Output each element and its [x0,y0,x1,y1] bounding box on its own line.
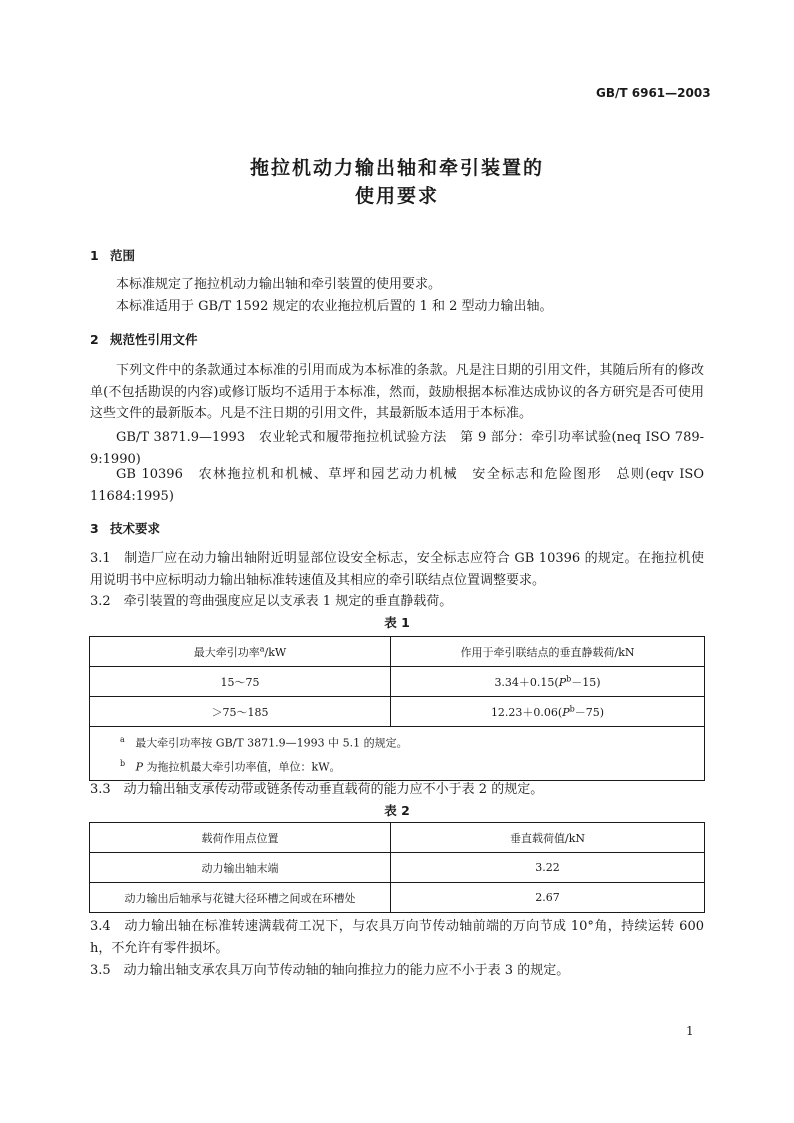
table-header-row [90,637,705,667]
section-title: 范围 [110,248,136,263]
table-cell: 2.67 [391,883,705,913]
section-title: 技术要求 [110,521,161,536]
normative-reference-2: GB 10396 农林拖拉机和机械、草坪和园艺动力机械 安全标志和危险图形 总则(eqv ISO 11684:1995) [90,467,704,504]
table-cell: 动力输出后轴承与花键大径环槽之间或在环槽处 [90,883,391,913]
table-1-caption: 表 1 [384,615,410,630]
table-header-cell: 作用于牵引联结点的垂直静载荷/kN [391,637,705,667]
table-2 [89,822,705,913]
table-cell: 3.22 [391,853,705,883]
scope-paragraph-2: 本标准适用于 GB/T 1592 规定的农业拖拉机后置的 1 和 2 型动力输出轴。 [116,299,553,314]
clause-3-1: 3.1 制造厂应在动力输出轴附近明显部位设安全标志，安全标志应符合 GB 10396 的规定。在拖拉机使用说明书中应标明动力输出轴标准转速值及其相应的牵引联结点位置调整要求。 [90,551,704,588]
scope-paragraph-1: 本标准规定了拖拉机动力输出轴和牵引装置的使用要求。 [116,277,442,292]
table-cell: 动力输出轴末端 [90,853,391,883]
table-cell: $12.23+0.06(P^b-75)$ [391,697,705,727]
table-row [90,883,705,913]
table-row [90,697,705,727]
clause-3-4: 3.4 动力输出轴在标准转速满载荷工况下，与农具万向节传动轴前端的万向节成 10°角，持续运转 600 h，不允许有零件损坏。 [90,919,704,956]
table-note-b: $^b$ P 为拖拉机最大牵引功率值，单位：kW。 [120,758,341,774]
section-number: 2 [90,332,99,347]
table-1 [89,636,705,781]
document-title-line1: 拖拉机动力输出轴和牵引装置的 [249,157,544,179]
table-row [90,853,705,883]
table-note-a: $^a$ 最大牵引功率按 GB/T 3871.9—1993 中 5.1 的规定。 [120,734,408,750]
section-number: 1 [90,248,99,263]
table-cell: ＞75～185 [90,697,391,727]
page-number: 1 [686,1024,694,1038]
section-number: 3 [90,521,99,536]
table-notes-row [90,727,705,781]
table-header-cell: 最大牵引功率$^a$/kW [90,637,391,667]
normative-reference-1: GB/T 3871.9—1993 农业轮式和履带拖拉机试验方法 第 9 部分：牵引功率试验(neq ISO 789-9:1990) [90,430,704,467]
document-title-line2: 使用要求 [354,185,439,207]
clause-3-3: 3.3 动力输出轴支承传动带或链条传动垂直载荷的能力应不小于表 2 的规定。 [90,782,544,797]
table-row [90,667,705,697]
standard-code: GB/T 6961—2003 [596,86,711,100]
clause-3-5: 3.5 动力输出轴支承农具万向节传动轴的轴向推拉力的能力应不小于表 3 的规定。 [90,963,570,978]
table-header-cell: 垂直载荷值/kN [391,823,705,853]
table-header-cell: 载荷作用点位置 [90,823,391,853]
section-1-heading [90,246,135,264]
table-cell: $3.34+0.15(P^b-15)$ [391,667,705,697]
table-notes [90,727,705,781]
clause-3-2: 3.2 牵引装置的弯曲强度应足以支承表 1 规定的垂直静载荷。 [90,594,453,609]
table-header-row [90,823,705,853]
table-2-caption: 表 2 [384,803,410,818]
section-title: 规范性引用文件 [110,332,198,347]
table-cell: 15～75 [90,667,391,697]
section-3-heading [90,519,160,537]
normative-intro-paragraph: 下列文件中的条款通过本标准的引用而成为本标准的条款。凡是注日期的引用文件，其随后所有的修改单(不包括勘误的内容)或修订版均不适用于本标准，然而，鼓励根据本标准达成协议的各方研究是否可使用这些文件的最新版本。凡是不注日期的引用文件，其最新版本适用于本标准。 [90,363,704,421]
section-2-heading [90,330,198,348]
